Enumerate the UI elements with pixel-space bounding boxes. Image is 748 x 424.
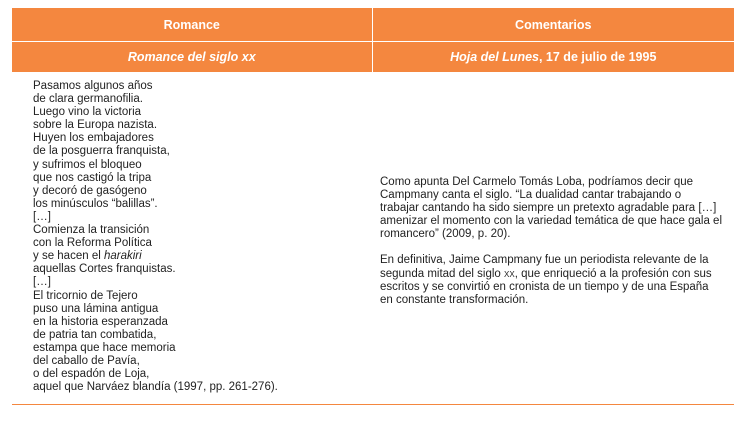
poem-line: de clara germanofilia. bbox=[33, 93, 143, 106]
poem-line: del caballo de Pavía, bbox=[33, 354, 140, 367]
poem-line: Pasamos algunos años bbox=[33, 80, 153, 92]
poem-italic-word: harakiri bbox=[103, 250, 142, 263]
poem-line: con la Reforma Política bbox=[33, 237, 152, 250]
poem-line: Huyen los embajadores bbox=[33, 132, 154, 145]
comment-paragraph-1: Como apunta Del Carmelo Tomás Loba, podríamos decir que Campmany canta el siglo. “La dualidad cantar trabajando o trabajar cantando ha sido siempre un pretexto agradable para […] amenizar el momento con la variedad temática de que hace gala el romancero” (2009, p. 20). bbox=[380, 176, 723, 241]
poem-line: de la posguerra franquista, bbox=[33, 145, 170, 158]
comparison-table-wrapper bbox=[12, 8, 734, 405]
header-comentarios: Comentarios bbox=[372, 8, 734, 42]
source-date: , 17 de julio de 1995 bbox=[538, 50, 657, 64]
content-row bbox=[12, 72, 734, 405]
poem-text bbox=[12, 72, 372, 404]
poem-line: que nos castigó la tripa bbox=[33, 171, 152, 184]
poem-line: Comienza la transición bbox=[33, 224, 150, 237]
poem-line: los minúsculos “balillas”. bbox=[33, 197, 158, 210]
comments-cell bbox=[372, 72, 734, 405]
header-romance: Romance bbox=[12, 8, 372, 42]
comment-paragraph-2: En definitiva, Jaime Campmany fue un periodista relevante de la segunda mitad del siglo xx, que enriqueció a la profesión con sus escritos y se convirtió en cronista de un tiempo y de una España en constante transformación. bbox=[380, 254, 712, 306]
subheader-poem-title: Romance del siglo xx bbox=[12, 42, 372, 73]
poem-line: El tricornio de Tejero bbox=[33, 289, 138, 302]
comparison-table bbox=[12, 8, 734, 405]
poem-line: de patria tan combatida, bbox=[33, 328, 157, 341]
poem-ellipsis: […] bbox=[33, 210, 51, 223]
poem-line: o del espadón de Loja, bbox=[33, 368, 150, 381]
poem-line: y decoró de gasógeno bbox=[33, 184, 147, 197]
poem-line: Luego vino la victoria bbox=[33, 106, 142, 119]
poem-line: aquel que Narváez blandía (1997, pp. 261-276). bbox=[33, 381, 278, 394]
poem-line: sobre la Europa nazista. bbox=[33, 119, 158, 132]
subheader-row bbox=[12, 42, 734, 73]
poem-line-harakiri bbox=[33, 250, 372, 263]
poem-line: en la historia esperanzada bbox=[33, 315, 168, 328]
poem-line: y sufrimos el bloqueo bbox=[33, 158, 142, 171]
poem-line-prefix: y se hacen el bbox=[33, 250, 104, 263]
source-newspaper: Hoja del Lunes bbox=[450, 50, 539, 64]
comments-text bbox=[372, 72, 734, 307]
poem-cell bbox=[12, 72, 372, 405]
poem-ellipsis: […] bbox=[33, 276, 51, 289]
century-smallcaps: xx bbox=[504, 267, 515, 280]
subheader-source bbox=[372, 42, 734, 73]
poem-line: puso una lámina antigua bbox=[33, 302, 159, 315]
header-row bbox=[12, 8, 734, 42]
poem-line: estampa que hace memoria bbox=[33, 341, 176, 354]
poem-line: aquellas Cortes franquistas. bbox=[33, 263, 176, 276]
